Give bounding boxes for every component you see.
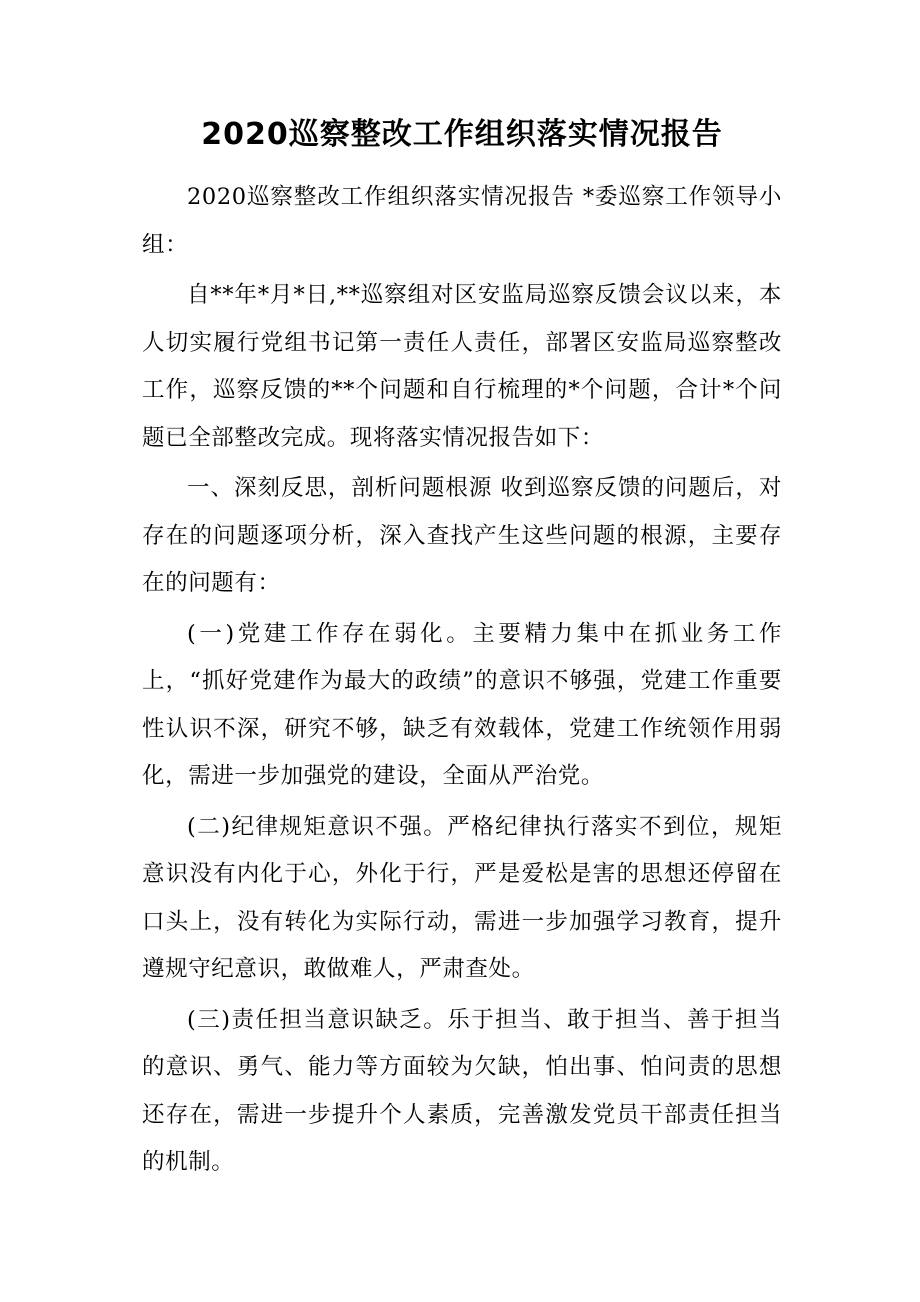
- paragraph-salutation: 2020巡察整改工作组织落实情况报告 *委巡察工作领导小组：: [142, 184, 782, 258]
- paragraph-issue-two: (二)纪律规矩意识不强。严格纪律执行落实不到位，规矩意识没有内化于心，外化于行，严是爱松是害的思想还停留在口头上，没有转化为实际行动，需进一步加强学习教育，提升遵规守纪意识，敢做难人，严肃查处。: [142, 813, 782, 982]
- paragraph-intro: 自**年*月*日,**巡察组对区安监局巡察反馈会议以来，本人切实履行党组书记第一责任人责任，部署区安监局巡察整改工作，巡察反馈的**个问题和自行梳理的*个问题，合计*个问题已全部整改完成。现将落实情况报告如下：: [142, 282, 782, 451]
- paragraph-section-one: 一、深刻反思，剖析问题根源 收到巡察反馈的问题后，对存在的问题逐项分析，深入查找产生这些问题的根源，主要存在的问题有：: [142, 475, 782, 596]
- document-title: 2020巡察整改工作组织落实情况报告: [201, 117, 723, 152]
- paragraph-issue-one: (一)党建工作存在弱化。主要精力集中在抓业务工作上，“抓好党建作为最大的政绩”的意识不够强，党建工作重要性认识不深，研究不够，缺乏有效载体，党建工作统领作用弱化，需进一步加强党的建设，全面从严治党。: [142, 620, 782, 789]
- paragraph-issue-three: (三)责任担当意识缺乏。乐于担当、敢于担当、善于担当的意识、勇气、能力等方面较为欠缺，怕出事、怕问责的思想还存在，需进一步提升个人素质，完善激发党员干部责任担当的机制。: [142, 1006, 782, 1175]
